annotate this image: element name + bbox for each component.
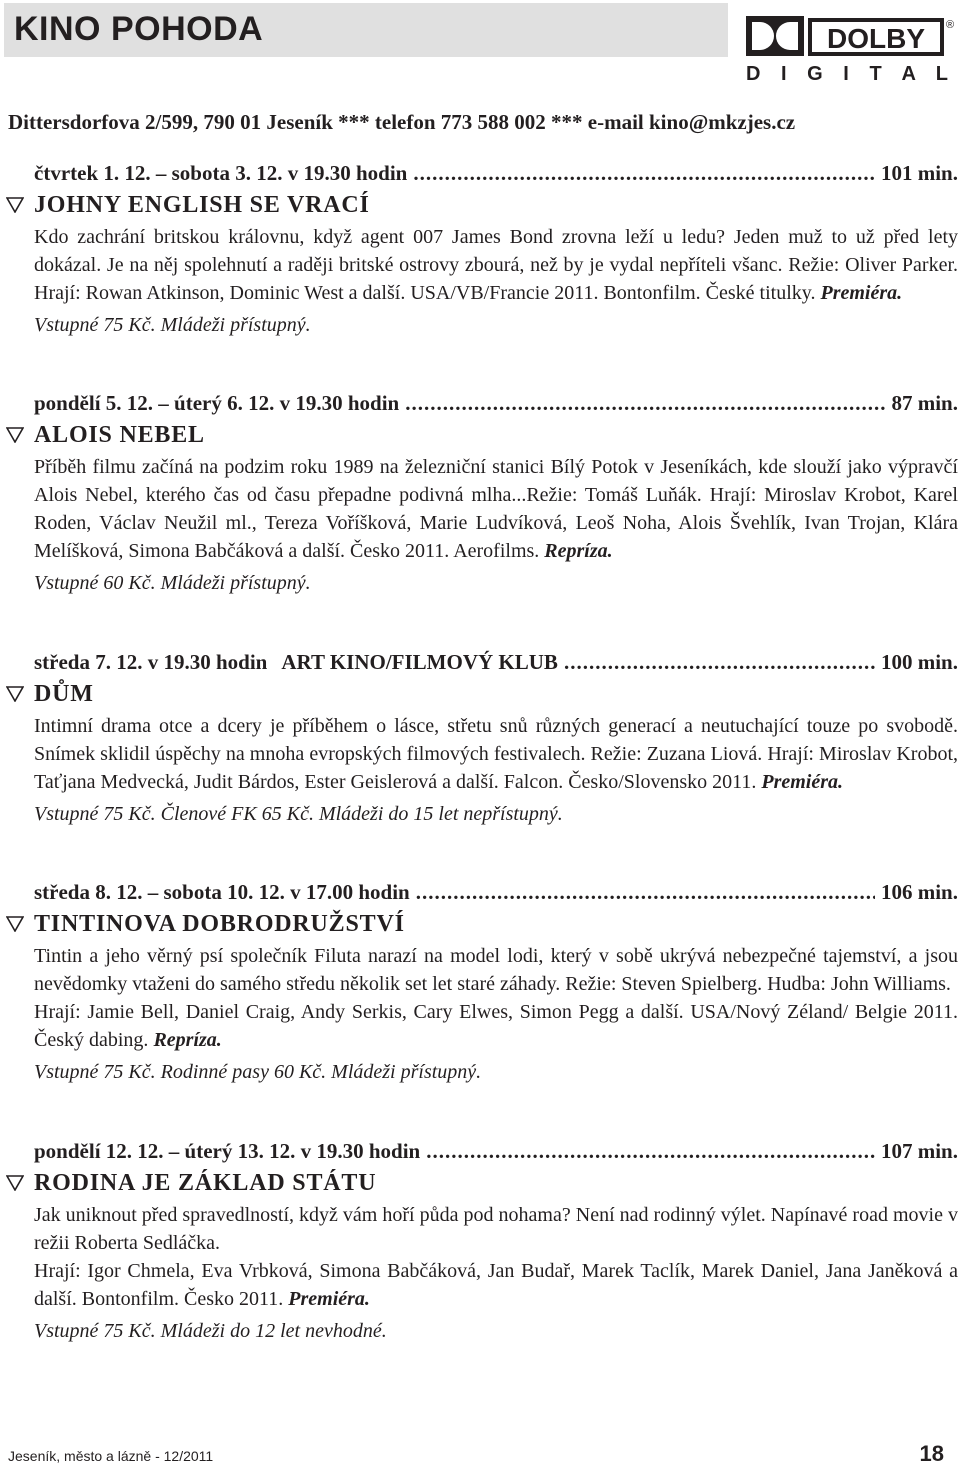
screening-date: pondělí 12. 12. – úterý 13. 12. v 19.30 hodin xyxy=(34,1139,421,1163)
description-text: Příběh filmu začíná na podzim roku 1989 na železniční stanici Bílý Potok v Jeseníkách, kde slouží jako výpravčí Alois Nebel, kterého čas od času přepadne podivná mlha...Režie: Tomáš Luňák. Hrají: Miroslav Krobot, Karel Roden, Václav Neužil ml., Tereza Voříšková, Marie Ludvíková, Leoš Noha, Alois Švehlík, Ivan Trojan, Klára Melíšková, Simona Babčáková a další. Česko 2011. Aerofilms. xyxy=(34,456,958,562)
screening-status: Repríza. xyxy=(153,1029,222,1051)
page-title: KINO POHODA xyxy=(14,10,264,48)
movie-title: JOHNY ENGLISH SE VRACÍ xyxy=(34,192,370,218)
leader-dots xyxy=(413,160,875,186)
movie-description xyxy=(34,942,958,998)
dolby-text: DOLBY xyxy=(827,23,925,54)
registered-mark: ® xyxy=(945,19,955,31)
price-line: Vstupné 75 Kč. Mládeži do 12 let nevhodné. xyxy=(34,1320,387,1342)
contact-line: Dittersdorfova 2/599, 790 01 Jeseník *** telefon 773 588 002 *** e-mail kino@mkzjes.cz xyxy=(8,110,796,134)
description-text: Intimní drama otce a dcery je příběhem o lásce, střetu snů různých generací a neutuchající touze po svobodě. Snímek sklidil úspěchy na mnoha evropských filmových festivalech. Režie: Zuzana Liová. Hrají: Miroslav Krobot, Taťjana Medvecká, Judit Bárdos, Ester Geislerová a další. Falcon. Česko/Slovensko 2011. xyxy=(34,715,958,793)
price-line: Vstupné 75 Kč. Členové FK 65 Kč. Mládeži do 15 let nepřístupný. xyxy=(34,803,563,825)
chevron-bullet-icon xyxy=(6,197,24,213)
dateline xyxy=(34,390,958,416)
screening-entry xyxy=(34,160,958,339)
chevron-bullet-icon xyxy=(6,916,24,932)
title-row xyxy=(34,419,958,453)
movie-title: DŮM xyxy=(34,681,94,707)
page-number: 18 xyxy=(919,1441,944,1466)
screening-entry xyxy=(34,1138,958,1345)
runtime: 101 min. xyxy=(880,161,958,185)
screening-date: čtvrtek 1. 12. – sobota 3. 12. v 19.30 hodin xyxy=(34,161,408,185)
description-text: Tintin a jeho věrný psí společník Filuta narazí na model lodi, který v sobě ukrývá nebezpečné tajemství, a jsou nevědomky vtaženi do samého středu několik set let staré záhady. Režie: Steven Spielberg. Hudba: John Williams. xyxy=(34,945,958,995)
price-line: Vstupné 60 Kč. Mládeži přístupný. xyxy=(34,572,311,594)
movie-description xyxy=(34,712,958,796)
dateline xyxy=(34,649,958,675)
movie-title: TINTINOVA DOBRODRUŽSTVÍ xyxy=(34,911,405,937)
chevron-bullet-icon xyxy=(6,686,24,702)
leader-dots xyxy=(426,1138,875,1164)
dateline xyxy=(34,879,958,905)
screening-date: středa 8. 12. – sobota 10. 12. v 17.00 hodin xyxy=(34,880,410,904)
runtime: 106 min. xyxy=(880,880,958,904)
screening-date: středa 7. 12. v 19.30 hodin xyxy=(34,650,268,674)
dateline xyxy=(34,1138,958,1164)
screening-status: Premiéra. xyxy=(761,771,844,793)
description-text: Kdo zachrání britskou královnu, když agent 007 James Bond zrovna leží u ledu? Jeden muž to už před lety dokázal. Je na něj spolehnutí a raději britské ostrovy zbourá, než by je vydal nepříteli všanc. Režie: Oliver Parker. Hrají: Rowan Atkinson, Dominic West a další. USA/VB/Francie 2011. Bontonfilm. České titulky. xyxy=(34,226,958,304)
chevron-bullet-icon xyxy=(6,427,24,443)
title-row xyxy=(34,678,958,712)
dateline xyxy=(34,160,958,186)
screening-entry xyxy=(34,649,958,828)
screening-entry xyxy=(34,879,958,1086)
title-row xyxy=(34,189,958,223)
screening-date: pondělí 5. 12. – úterý 6. 12. v 19.30 hodin xyxy=(34,391,400,415)
price-line: Vstupné 75 Kč. Rodinné pasy 60 Kč. Mládeži přístupný. xyxy=(34,1061,482,1083)
movie-description xyxy=(34,223,958,307)
runtime: 100 min. xyxy=(880,650,958,674)
footer-publication: Jeseník, město a lázně - 12/2011 xyxy=(8,1448,214,1464)
screening-status: Premiéra. xyxy=(288,1288,370,1310)
screening-status: Premiéra. xyxy=(820,282,903,304)
movie-title: ALOIS NEBEL xyxy=(34,422,205,448)
movie-description xyxy=(34,1201,958,1257)
movie-title: RODINA JE ZÁKLAD STÁTU xyxy=(34,1170,377,1196)
chevron-bullet-icon xyxy=(6,1175,24,1191)
title-row xyxy=(34,1167,958,1201)
movie-description xyxy=(34,453,958,565)
description-text: Jak uniknout před spravedlností, když vám hoří půda pod nohama? Není nad rodinný výlet. Napínavé road movie v režii Roberta Sedláčka. xyxy=(34,1204,958,1254)
leader-dots xyxy=(416,879,875,905)
title-row xyxy=(34,908,958,942)
runtime: 87 min. xyxy=(891,391,958,415)
runtime: 107 min. xyxy=(880,1139,958,1163)
screening-status: Repríza. xyxy=(544,540,613,562)
screening-entry xyxy=(34,390,958,597)
leader-dots xyxy=(405,390,885,416)
leader-dots xyxy=(564,649,875,675)
movie-cast xyxy=(34,998,958,1054)
club-label: ART KINO/FILMOVÝ KLUB xyxy=(281,650,558,674)
price-line: Vstupné 75 Kč. Mládeži přístupný. xyxy=(34,314,311,336)
cast-text: Hrají: Jamie Bell, Daniel Craig, Andy Serkis, Cary Elwes, Simon Pegg a další. USA/Nový Zéland/ Belgie 2011. Český dabing. xyxy=(34,1001,958,1051)
movie-cast xyxy=(34,1257,958,1313)
dolby-digital-logo xyxy=(744,14,956,84)
cast-text: Hrají: Igor Chmela, Eva Vrbková, Simona Babčáková, Jan Budař, Marek Taclík, Marek Daniel, Jana Janěková a další. Bontonfilm. Česko 2011. xyxy=(34,1260,958,1310)
digital-text: D I G I T A L xyxy=(746,63,948,84)
